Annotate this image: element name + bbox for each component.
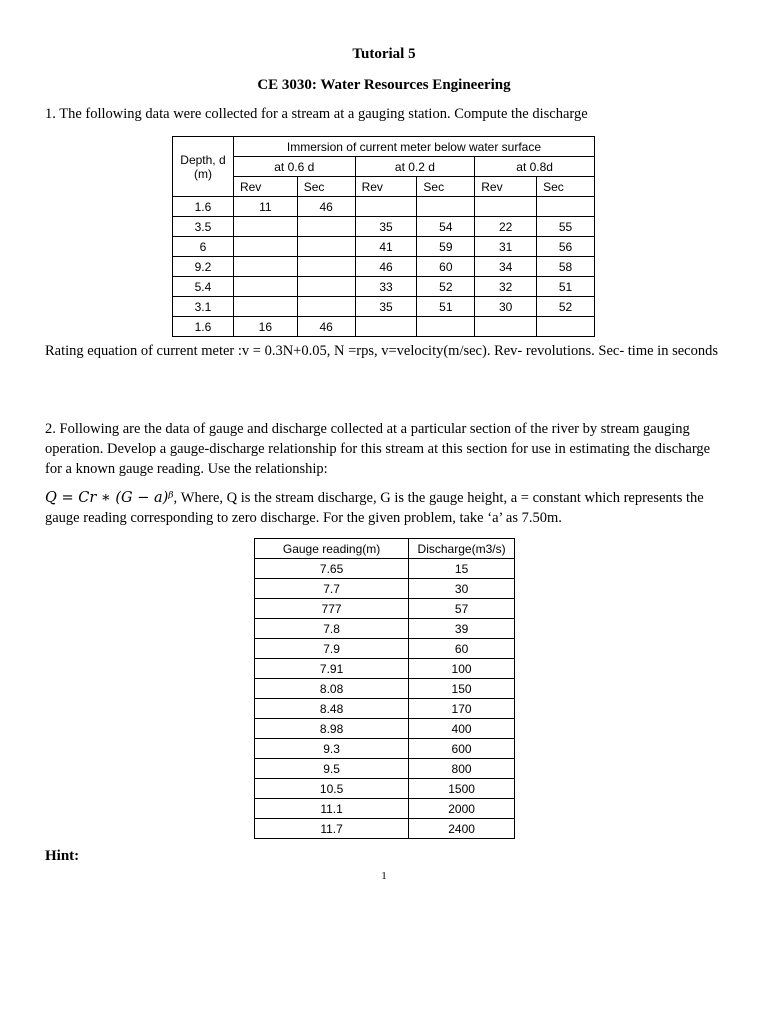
reading-cell: 46 — [355, 257, 417, 277]
reading-cell — [355, 197, 417, 217]
reading-cell: 46 — [297, 317, 355, 337]
col-header: Rev — [475, 177, 537, 197]
reading-cell: 56 — [537, 237, 595, 257]
discharge-cell: 150 — [409, 679, 515, 699]
discharge-cell: 100 — [409, 659, 515, 679]
table-row — [173, 317, 595, 337]
relationship-paragraph — [45, 488, 725, 528]
sub-header-0.8d: at 0.8d — [475, 157, 595, 177]
table-row — [255, 699, 515, 719]
table-row — [255, 599, 515, 619]
reading-cell: 35 — [355, 217, 417, 237]
gauge-reading-cell: 7.8 — [255, 619, 409, 639]
question-1-text: 1. The following data were collected for a stream at a gauging station. Compute the discharge — [45, 106, 588, 122]
gauge-reading-cell: 9.3 — [255, 739, 409, 759]
reading-cell — [417, 317, 475, 337]
reading-cell: 30 — [475, 297, 537, 317]
reading-cell: 51 — [417, 297, 475, 317]
discharge-cell: 170 — [409, 699, 515, 719]
rating-equation-note: Rating equation of current meter :v = 0.3N+0.05, N =rps, v=velocity(m/sec). Rev- revolutions. Sec- time in seconds — [45, 343, 718, 359]
reading-cell — [297, 277, 355, 297]
table-row — [173, 217, 595, 237]
reading-cell: 34 — [475, 257, 537, 277]
discharge-cell: 1500 — [409, 779, 515, 799]
gauge-reading-cell: 777 — [255, 599, 409, 619]
table-row — [173, 237, 595, 257]
course-title: CE 3030: Water Resources Engineering — [257, 77, 511, 93]
discharge-cell: 400 — [409, 719, 515, 739]
gauge-reading-cell: 9.5 — [255, 759, 409, 779]
reading-cell — [233, 217, 297, 237]
col-header: Sec — [297, 177, 355, 197]
depth-cell: 1.6 — [173, 317, 234, 337]
reading-cell — [297, 217, 355, 237]
reading-cell — [233, 277, 297, 297]
hint-label: Hint: — [45, 848, 80, 864]
table-row — [255, 559, 515, 579]
reading-cell: 60 — [417, 257, 475, 277]
table-row — [255, 799, 515, 819]
reading-cell: 31 — [475, 237, 537, 257]
gauge-reading-cell: 7.65 — [255, 559, 409, 579]
immersion-header: Immersion of current meter below water surface — [233, 137, 594, 157]
page-number: 1 — [381, 870, 387, 882]
gauge-discharge-equation: Q = Cr ∗ (G − a)ᵝ — [45, 490, 174, 506]
reading-cell — [537, 197, 595, 217]
table-row — [255, 759, 515, 779]
reading-cell: 52 — [537, 297, 595, 317]
discharge-cell: 60 — [409, 639, 515, 659]
reading-cell — [233, 297, 297, 317]
discharge-cell: 2400 — [409, 819, 515, 839]
reading-cell: 52 — [417, 277, 475, 297]
reading-cell: 54 — [417, 217, 475, 237]
col-header: Sec — [537, 177, 595, 197]
depth-cell: 1.6 — [173, 197, 234, 217]
table-row — [173, 277, 595, 297]
discharge-cell: 15 — [409, 559, 515, 579]
reading-cell: 33 — [355, 277, 417, 297]
gauge-reading-cell: 7.9 — [255, 639, 409, 659]
gauge-reading-cell: 8.08 — [255, 679, 409, 699]
table-row — [255, 779, 515, 799]
sub-header-0.6d: at 0.6 d — [233, 157, 355, 177]
reading-cell — [355, 317, 417, 337]
col-header: Sec — [417, 177, 475, 197]
discharge-cell: 57 — [409, 599, 515, 619]
table-row — [255, 739, 515, 759]
depth-cell: 6 — [173, 237, 234, 257]
discharge-cell: 600 — [409, 739, 515, 759]
table-row — [255, 579, 515, 599]
col-header: Rev — [233, 177, 297, 197]
table-row — [255, 819, 515, 839]
gauge-reading-cell: 8.98 — [255, 719, 409, 739]
reading-cell: 35 — [355, 297, 417, 317]
reading-cell: 32 — [475, 277, 537, 297]
depth-cell: 9.2 — [173, 257, 234, 277]
table-row — [255, 659, 515, 679]
reading-cell: 59 — [417, 237, 475, 257]
reading-cell: 51 — [537, 277, 595, 297]
reading-cell: 11 — [233, 197, 297, 217]
gauge-reading-cell: 8.48 — [255, 699, 409, 719]
gauge-discharge-table — [254, 538, 515, 839]
gauge-reading-cell: 11.7 — [255, 819, 409, 839]
discharge-cell: 800 — [409, 759, 515, 779]
reading-cell: 41 — [355, 237, 417, 257]
reading-cell — [475, 197, 537, 217]
reading-cell — [233, 257, 297, 277]
current-meter-table — [172, 136, 595, 337]
reading-cell — [233, 237, 297, 257]
depth-cell: 3.1 — [173, 297, 234, 317]
reading-cell: 22 — [475, 217, 537, 237]
gauge-reading-cell: 11.1 — [255, 799, 409, 819]
depth-cell: 3.5 — [173, 217, 234, 237]
reading-cell: 16 — [233, 317, 297, 337]
reading-cell — [475, 317, 537, 337]
col-header: Rev — [355, 177, 417, 197]
gauge-reading-header: Gauge reading(m) — [255, 539, 409, 559]
reading-cell: 58 — [537, 257, 595, 277]
discharge-cell: 39 — [409, 619, 515, 639]
table-row — [255, 679, 515, 699]
table-row — [255, 639, 515, 659]
reading-cell — [417, 197, 475, 217]
equation-description: , Where, Q is the stream discharge, G is the gauge height, a = constant which represents the gauge reading corresponding to zero discharge. For the given problem, take ‘a’ as 7.50m. — [45, 490, 704, 526]
sub-header-0.2d: at 0.2 d — [355, 157, 475, 177]
depth-cell: 5.4 — [173, 277, 234, 297]
discharge-cell: 2000 — [409, 799, 515, 819]
table-row — [255, 619, 515, 639]
table-row — [173, 297, 595, 317]
gauge-reading-cell: 7.91 — [255, 659, 409, 679]
reading-cell: 55 — [537, 217, 595, 237]
reading-cell — [297, 297, 355, 317]
gauge-reading-cell: 10.5 — [255, 779, 409, 799]
reading-cell — [297, 237, 355, 257]
gauge-reading-cell: 7.7 — [255, 579, 409, 599]
table-row — [173, 197, 595, 217]
question-2-text: 2. Following are the data of gauge and discharge collected at a particular section of the river by stream gauging operation. Develop a gauge-discharge relationship for this stream at this section for use in estimating the discharge for a known gauge reading. Use the relationship: — [45, 421, 711, 477]
reading-cell — [537, 317, 595, 337]
discharge-header: Discharge(m3/s) — [409, 539, 515, 559]
reading-cell — [297, 257, 355, 277]
tutorial-title: Tutorial 5 — [352, 46, 416, 62]
table-row — [173, 257, 595, 277]
discharge-cell: 30 — [409, 579, 515, 599]
table-row — [255, 719, 515, 739]
reading-cell: 46 — [297, 197, 355, 217]
depth-header: Depth, d (m) — [173, 137, 234, 197]
